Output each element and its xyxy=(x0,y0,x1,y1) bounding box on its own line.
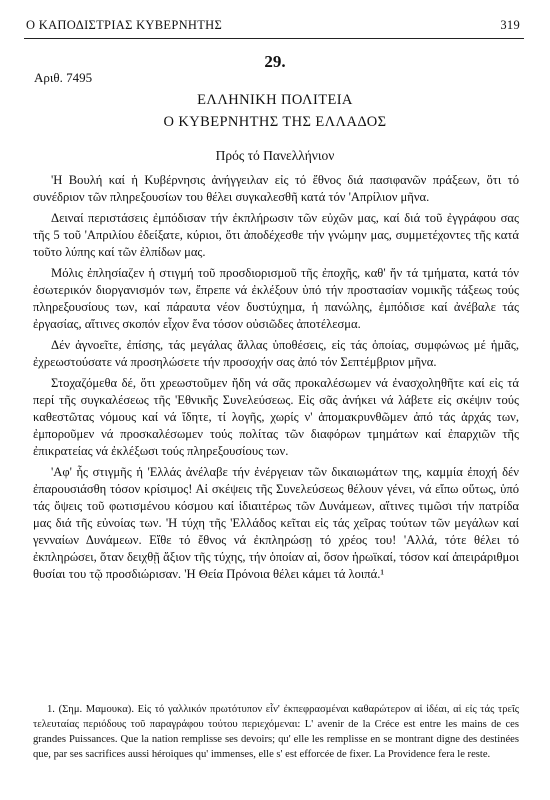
footnote xyxy=(33,702,519,762)
paragraph: 'Η Βουλή καί ἡ Κυβέρνησις ἀνήγγειλαν εἰς τό ἔθνος διά πασιφανῶν πράξεων, ὅτι τό συνέδριον τῶν πληρεξουσίων του θέλει συγκαλεσθῆ κατά τόν 'Απρίλιον μῆνα. xyxy=(33,173,519,204)
paragraph: 'Αφ' ἧς στιγμῆς ἡ 'Ελλάς ἀνέλαβε τήν ἐνέργειαν τῶν δικαιωμάτων της, καμμία ἐποχή δέν ἐπαρουσιάσθη τόσον κρίσιμος! Αἱ σκέψεις τῆς Συνελεύσεως θέλουν γένει, νά εἴπω οὕτως, ὑπό τάς ὄψεις τοῦ φωτισμένου κόσμου καί ἰδιαιτέρως τῶν Δυνάμεων, αἵτινες τιμῶσι τήν πατρίδα μας διά τῆς εὐνοίας των. 'Η τύχη τῆς 'Ελλάδος κεῖται εἰς τάς χεῖρας τούτων τῶν μεγάλων καί γενναίων Δυνάμεων. Εἴθε τό ἔθνος νά ἐκπληρώσῃ τό χρέος του! 'Αλλά, τότε θέλει τό ἐκπληρώσει, ὅταν δειχθῇ ἄξιον τῆς τύχης, τήν ὁποίαν αἱ, ὅσον ἡρωϊκαί, τόσον καί ἀπειράριθμοι θυσίαι του τῷ προσδιώρισαν. 'Η Θεία Πρόνοια θέλει κάμει τά λοιπά.¹ xyxy=(33,465,519,581)
running-head-title: Ο ΚΑΠΟΔΙΣΤΡΙΑΣ ΚΥΒΕΡΝΗΤΗΣ xyxy=(26,18,223,32)
paragraph: Μόλις ἐπλησίαζεν ἡ στιγμή τοῦ προσδιορισμοῦ τῆς ἐποχῆς, καθ' ἥν τά τμήματα, κατά τόν ἐσωτερικόν διοργανισμόν των, ἔπρεπε νά ἐκλέξουν ὑπό τήν προστασίαν νομικῆς τάξεως τούς πληρεξουσίους των, καί πάραυτα νέον δυστύχημα, ἡ πανώλης, ἐμπόδισε καί ἀνέβαλε τάς ἐργασίας, αἵτινες σκοπόν εἶχον ἕνα τόσον οὐσιῶδες ἀποτέλεσμα. xyxy=(33,266,519,331)
page-number: 319 xyxy=(500,18,520,32)
document-body xyxy=(33,172,519,583)
header-rule xyxy=(24,38,524,39)
running-head xyxy=(26,18,520,36)
heading-governor: Ο ΚΥΒΕΡΝΗΤΗΣ ΤΗΣ ΕΛΛΑΔΟΣ xyxy=(163,114,387,130)
paragraph: Στοχαζόμεθα δέ, ὅτι χρεωστοῦμεν ἤδη νά σᾶς προκαλέσωμεν νά ἐνασχοληθῆτε καί εἰς τά περί τῆς συγκαλέσεως τῆς 'Εθνικῆς Συνελεύσεως. Εἰς σᾶς ἀνήκει νά λάβετε εἰς σκέψιν τούς καθεστῶτας νόμους καί νά ἴδητε, τί λογῆς, χωρίς ν' ἀπομακρυνθῶμεν ἀπό τάς ἀρχάς των, ἐμποροῦμεν νά προσκαλέσωμεν τούς πολίτας τῶν διαφόρων τμημάτων καί ἐπαρχιῶν τῆς ἐπικρατείας νά ἐκλέξωσι τούς πληρεξουσίους των. xyxy=(33,376,519,458)
document-number: 29. xyxy=(264,52,286,71)
addressee: Πρός τό Πανελλήνιον xyxy=(215,148,335,163)
paragraph: Δέν ἀγνοεῖτε, ἐπίσης, τάς μεγάλας ἄλλας ὑποθέσεις, εἰς τάς ὁποίας, συμφώνως μέ ἡμᾶς, ἐχρεωστούσατε νά προσηλώσετε τήν προσοχήν σας ἀπό τόν Σεπτέμβριον μῆνα. xyxy=(33,338,519,369)
footnote-text: 1. (Σημ. Μαμουκα). Εἰς τό γαλλικόν πρωτότυπον εἶν' ἐκπεφρασμέναι καθαρώτερον αἱ ἰδέαι, αἱ εἰς τάς τρεῖς τελευταίας περιόδους τοῦ παραγράφου τούτου περιεχόμεναι: L' avenir de la Créce est entre les mains de ces grandes Puissances. Que la nation remplisse ses devoirs; qu' elle les remplisse en se montrant digne des destinées que, par ses sacrifices aussi héroiques qu' immenses, elle s' est efforcée de fixer. La Providence fera le reste. xyxy=(33,704,519,760)
document-reference: Αριθ. 7495 xyxy=(34,70,93,85)
paragraph: Δειναί περιστάσεις ἐμπόδισαν τήν ἐκπλήρωσιν τῶν εὐχῶν μας, καί διά τοῦ ἐγγράφου σας τῆς 5 τοῦ 'Απριλίου ἐδείξατε, κύριοι, ὅτι ἀποδέχεσθε τήν γνώμην μας, συμμετέχοντες τῆς κατά τοῦτο λύπης καί τῶν ἐλπίδων μας. xyxy=(33,211,519,259)
heading-state: ΕΛΛΗΝΙΚΗ ΠΟΛΙΤΕΙΑ xyxy=(197,92,353,108)
